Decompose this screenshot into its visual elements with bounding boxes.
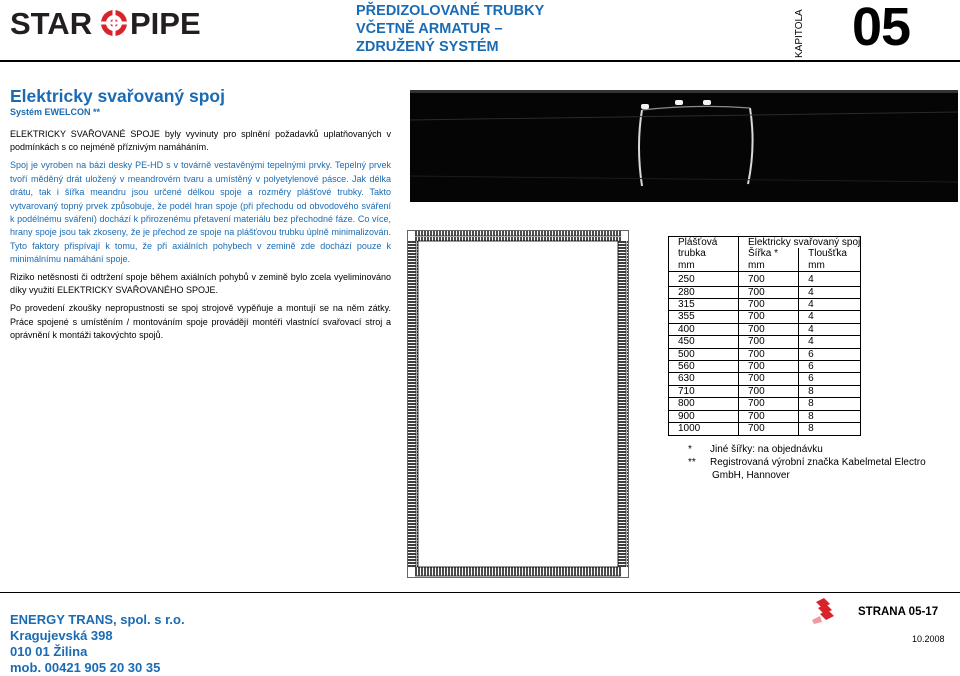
cell-width: 700: [739, 311, 799, 323]
header-title-line-2: VČETNĚ ARMATUR –: [356, 21, 503, 37]
cell-casing-diameter: 400: [669, 323, 739, 335]
table-row: [669, 398, 861, 410]
header-unit: mm: [669, 260, 739, 272]
company-name: ENERGY TRANS, spol. s r.o.: [10, 612, 185, 627]
cell-thickness: 8: [799, 410, 861, 422]
company-phone: mob. 00421 905 20 30 35: [10, 660, 161, 675]
body-text: [10, 128, 391, 347]
chapter-label: [790, 8, 814, 58]
cell-width: 700: [739, 336, 799, 348]
header-unit: mm: [799, 260, 861, 272]
cell-casing-diameter: 630: [669, 373, 739, 385]
footnote-1: [688, 443, 926, 456]
cell-thickness: 4: [799, 323, 861, 335]
header-width: Šířka *: [739, 248, 799, 259]
table-row: [669, 272, 861, 286]
cell-width: 700: [739, 361, 799, 373]
section-title: Elektricky svařovaný spoj: [10, 86, 225, 106]
table-header-row: [669, 260, 861, 272]
cell-width: 700: [739, 323, 799, 335]
header-casing-pipe: Plášťová: [669, 237, 739, 249]
cell-width: 700: [739, 423, 799, 435]
cell-thickness: 8: [799, 385, 861, 397]
cell-casing-diameter: 500: [669, 348, 739, 360]
paragraph-risk: Riziko netěsnosti či odtržení spoje během axiálních pohybů v zemině bylo zcela vyeliminováno díky využití ELEKTRICKY SVAŘOVANÉHO SPOJE.: [10, 272, 391, 296]
table-row: [669, 348, 861, 360]
footnote-text: Jiné šířky: na objednávku: [710, 444, 823, 455]
cell-thickness: 8: [799, 423, 861, 435]
cell-width: 700: [739, 348, 799, 360]
table-row: [669, 299, 861, 311]
table-row: [669, 286, 861, 298]
cell-thickness: 4: [799, 336, 861, 348]
starpipe-logo: [10, 6, 254, 40]
cell-thickness: 4: [799, 299, 861, 311]
footnote-mark: **: [688, 457, 696, 468]
table-row: [669, 361, 861, 373]
paragraph-installation: Po provedení zkoušky nepropustnosti se spoj strojově vypěňuje a montují se na něm zátky. Práce spojené s umístěním / montováním spoje provádějí montéři vlastnící svařovací stroj a oprávnění k montáži takovýchto spojů.: [10, 303, 391, 341]
svg-text:STAR: STAR: [10, 6, 93, 40]
section-subtitle: Systém EWELCON **: [10, 107, 101, 117]
cell-thickness: 4: [799, 311, 861, 323]
table-row: [669, 323, 861, 335]
cell-width: 700: [739, 410, 799, 422]
cell-casing-diameter: 900: [669, 410, 739, 422]
cell-casing-diameter: 280: [669, 286, 739, 298]
cell-casing-diameter: 250: [669, 272, 739, 286]
cell-width: 700: [739, 299, 799, 311]
table-row: [669, 410, 861, 422]
footnote-text: Registrovaná výrobní značka Kabelmetal Electro: [710, 457, 926, 468]
table-header-row: [669, 237, 861, 249]
cell-width: 700: [739, 272, 799, 286]
cell-thickness: 6: [799, 361, 861, 373]
header-title: [356, 2, 544, 56]
cell-thickness: 4: [799, 272, 861, 286]
cell-casing-diameter: 450: [669, 336, 739, 348]
table-row: [669, 311, 861, 323]
revision-date: 10.2008: [912, 634, 945, 644]
footnote-2: [688, 456, 926, 469]
cell-thickness: 8: [799, 398, 861, 410]
cell-width: 700: [739, 398, 799, 410]
table-row: [669, 385, 861, 397]
meander-heating-element-drawing: [407, 227, 629, 582]
chapter-label-text: KAPITOLA: [794, 9, 805, 58]
energy-trans-logo-icon: [808, 596, 838, 626]
footer-divider: [0, 592, 960, 593]
cell-width: 700: [739, 286, 799, 298]
header-casing-pipe-line2: trubka: [669, 248, 739, 259]
header-divider: [0, 60, 960, 62]
cell-casing-diameter: 1000: [669, 423, 739, 435]
dimensions-table: [668, 236, 861, 436]
table-row: [669, 336, 861, 348]
paragraph-intro: ELEKTRICKY SVAŘOVANÉ SPOJE byly vyvinuty pro splnění požadavků uplatňovaných v podmínkách s co nejméně příznivým namáháním.: [10, 129, 391, 153]
page-number: STRANA 05-17: [858, 606, 939, 618]
table-row: [669, 423, 861, 435]
table-header-row: [669, 248, 861, 259]
company-street: Kragujevská 398: [10, 628, 113, 643]
paragraph-description: Spoj je vyroben na bázi desky PE-HD s v továrně vestavěnými tepelnými prvky. Tepelný prvek tvoří měděný drát uložený v meandrovém tvaru a umístěný v polyetylenové pásce. Jak délka drátu, tak i šířka meandru jsou určené délkou spoje a rozměry plášťové trubky. Takto vytvarovaný topný prvek způsobuje, že podél hran spoje (při přechodu od obvodového sváření k podélnému sváření) dochází k přirozenému přetavení materiálu bez přechodné fáze. Co více, hrany spoje jsou tak zkoseny, že je přechod ze spoje na plášťovou trubku úplně minimalizován. Tyto faktory přispívají k tomu, že při axiálních pohybech v zemině zde dochází pouze k minimálnímu namáhání spoje.: [10, 160, 391, 265]
footnote-2-continued: GmbH, Hannover: [712, 470, 790, 481]
header-joint-group: Elektricky svařovaný spoj: [739, 237, 861, 249]
cell-casing-diameter: 355: [669, 311, 739, 323]
header-thickness: Tloušťka: [799, 248, 861, 259]
footnote-mark: *: [688, 444, 692, 455]
chapter-number: 05: [852, 0, 911, 57]
header-title-line-1: PŘEDIZOLOVANÉ TRUBKY: [356, 3, 545, 19]
cell-casing-diameter: 315: [669, 299, 739, 311]
header-unit: mm: [739, 260, 799, 272]
cell-casing-diameter: 560: [669, 361, 739, 373]
cell-thickness: 6: [799, 373, 861, 385]
cell-casing-diameter: 800: [669, 398, 739, 410]
footnotes: [688, 443, 926, 482]
svg-text:PIPE: PIPE: [130, 6, 201, 40]
cell-casing-diameter: 710: [669, 385, 739, 397]
header-title-line-3: ZDRUŽENÝ SYSTÉM: [356, 39, 499, 55]
company-contact: [10, 612, 185, 676]
cell-width: 700: [739, 385, 799, 397]
company-city: 010 01 Žilina: [10, 644, 88, 659]
cell-thickness: 4: [799, 286, 861, 298]
pipe-joint-photo: [410, 90, 958, 202]
table-row: [669, 373, 861, 385]
cell-thickness: 6: [799, 348, 861, 360]
cell-width: 700: [739, 373, 799, 385]
